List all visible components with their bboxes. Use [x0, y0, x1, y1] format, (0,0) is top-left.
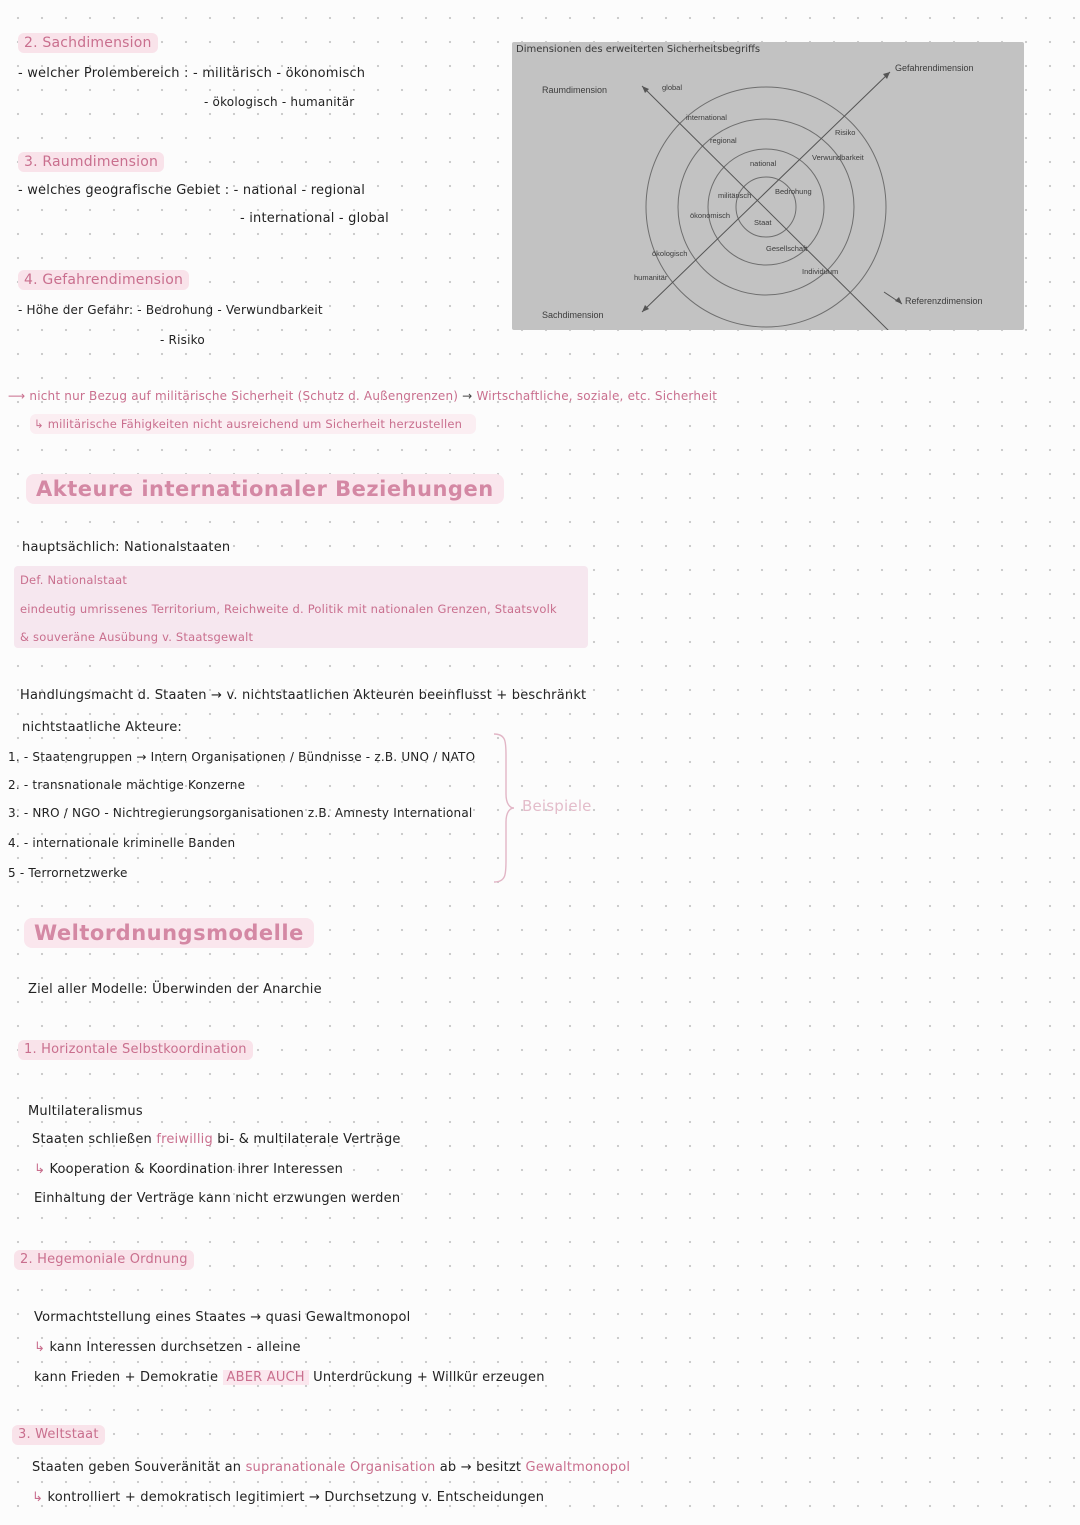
label-militaerisch: militärisch: [718, 191, 752, 200]
model-2-line-1: Vormachtstellung eines Staates → quasi Gewaltmonopol: [34, 1310, 411, 1325]
security-dimensions-figure: [512, 42, 1024, 330]
hook-arrow-icon: ↳: [34, 417, 48, 431]
model-3-line-1: Staaten geben Souveränität an supranationale Organisation ab → besitzt Gewaltmonopol: [32, 1460, 631, 1475]
model-1-line-2: ↳ Kooperation & Koordination ihrer Interessen: [34, 1162, 344, 1177]
gefahr-line-2: - Risiko: [160, 333, 205, 347]
model-2-line-3: kann Frieden + Demokratie ABER AUCH Unterdrückung + Willkür erzeugen: [34, 1370, 545, 1385]
gefahr-line-1: - Höhe der Gefahr: - Bedrohung - Verwundbarkeit: [18, 303, 323, 317]
label-gefahrendimension: Gefahrendimension: [895, 63, 974, 73]
def-line-1: eindeutig umrissenes Territorium, Reichweite d. Politik mit nationalen Grenzen, Staatsvolk: [20, 602, 557, 616]
arrow-note-2: ↳ militärische Fähigkeiten nicht ausreichend um Sicherheit herzustellen: [30, 414, 476, 434]
model-1-title: Multilateralismus: [28, 1104, 143, 1119]
label-verwundbarkeit: Verwundbarkeit: [812, 153, 864, 162]
curly-brace-icon: [492, 732, 516, 884]
label-regional: regional: [710, 136, 737, 145]
sach-heading: 2. Sachdimension: [18, 33, 158, 53]
hook-arrow-icon: ↳: [34, 1340, 50, 1355]
ns-item-1: 1. - Staatengruppen → Intern Organisationen / Bündnisse - z.B. UNO / NATO: [8, 750, 476, 764]
ziel-line: Ziel aller Modelle: Überwinden der Anarchie: [28, 982, 322, 997]
hook-arrow-icon: ↳: [34, 1162, 50, 1177]
model-1-line-3: Einhaltung der Verträge kann nicht erzwungen werden: [34, 1191, 401, 1206]
hook-arrow-icon: ↳: [32, 1490, 48, 1505]
weltordnung-heading: Weltordnungsmodelle: [24, 918, 314, 948]
label-risiko: Risiko: [835, 128, 856, 137]
ns-item-5: 5 - Terrornetzwerke: [8, 866, 128, 880]
def-title: Def. Nationalstaat: [20, 573, 128, 587]
def-line-2: & souveräne Ausübung v. Staatsgewalt: [20, 630, 254, 644]
label-staat: Staat: [754, 218, 772, 227]
model-2-line-2: ↳ kann Interessen durchsetzen - alleine: [34, 1340, 301, 1355]
sach-line-2: - ökologisch - humanitär: [204, 95, 355, 109]
model-1-line-1: Staaten schließen freiwillig bi- & multilaterale Verträge: [32, 1132, 401, 1147]
label-sachdimension: Sachdimension: [542, 310, 604, 320]
label-referenzdimension: Referenzdimension: [905, 296, 983, 306]
ns-item-2: 2. - transnationale mächtige Konzerne: [8, 778, 246, 792]
label-global: global: [662, 83, 683, 92]
akteure-main: hauptsächlich: Nationalstaaten: [22, 540, 231, 555]
label-bedrohung: Bedrohung: [775, 187, 812, 196]
ns-item-4: 4. - internationale kriminelle Banden: [8, 836, 236, 850]
raum-line-1: - welches geografische Gebiet : - national - regional: [18, 183, 366, 198]
label-humanitaer: humanitär: [634, 273, 668, 282]
circle-outer: [646, 87, 886, 327]
model-2-heading: 2. Hegemoniale Ordnung: [14, 1250, 194, 1270]
axis-line-raum-referenz: [642, 86, 890, 330]
label-gesellschaft: Gesellschaft: [766, 244, 808, 253]
arrow-right-icon: ⟶: [8, 389, 30, 403]
raum-line-2: - international - global: [240, 211, 389, 226]
figure-title: Dimensionen des erweiterten Sicherheitsbegriffs: [516, 44, 761, 55]
circle-core: [736, 177, 796, 237]
label-national: national: [750, 159, 777, 168]
label-raumdimension: Raumdimension: [542, 85, 608, 95]
label-individuum: Individuum: [802, 267, 839, 276]
ns-item-3: 3. - NRO / NGO - Nichtregierungsorganisationen z.B. Amnesty International: [8, 806, 473, 820]
model-3-heading: 3. Weltstaat: [12, 1425, 105, 1445]
arrow-note-1: ⟶ nicht nur Bezug auf militärische Sicherheit (Schutz d. Außengrenzen) → Wirtschaftliche, soziale, etc. Sicherheit: [8, 389, 718, 403]
arrow-right-icon: →: [458, 389, 477, 403]
beispiele-label: Beispiele: [522, 797, 592, 815]
model-1-heading: 1. Horizontale Selbstkoordination: [18, 1040, 253, 1060]
raum-heading: 3. Raumdimension: [18, 152, 164, 172]
label-oekologisch: ökologisch: [652, 249, 688, 258]
ns-title: nichtstaatliche Akteure:: [22, 720, 182, 735]
model-3-line-2: ↳ kontrolliert + demokratisch legitimiert → Durchsetzung v. Entscheidungen: [32, 1490, 545, 1505]
akteure-heading: Akteure internationaler Beziehungen: [26, 474, 504, 504]
sach-line-1: - welcher Prolembereich : - militärisch - ökonomisch: [18, 66, 366, 81]
gefahr-heading: 4. Gefahrendimension: [18, 270, 189, 290]
label-oekonomisch: ökonomisch: [690, 211, 731, 220]
dimensions-diagram: [512, 42, 1024, 330]
label-international: international: [686, 113, 727, 122]
power-line: Handlungsmacht d. Staaten → v. nichtstaatlichen Akteuren beeinflusst + beschränkt: [20, 688, 587, 703]
